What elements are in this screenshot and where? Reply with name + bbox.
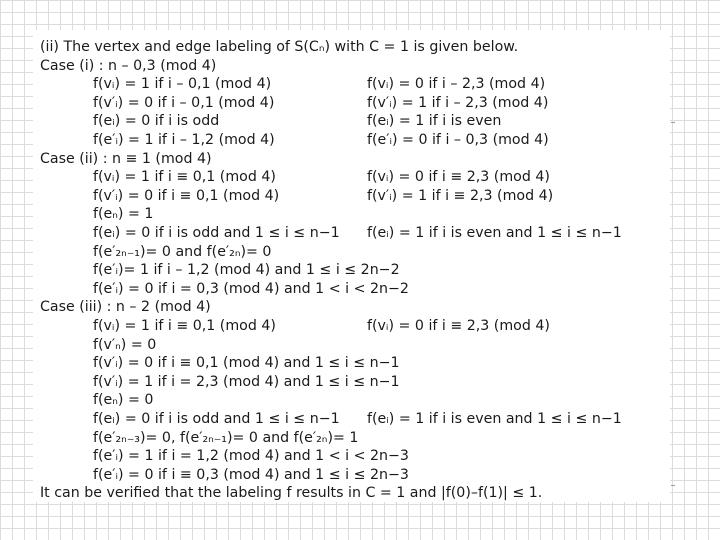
text-segment: f(vᵢ) = 0 if i – 2,3 (mod 4) <box>367 76 546 93</box>
text-segment: f(eᵢ) = 0 if i is odd <box>93 113 220 130</box>
text-line <box>33 57 670 75</box>
text-segment: f(e′ᵢ) = 0 if i ≡ 0,3 (mod 4) and 1 ≤ i ≤ 2n−3 <box>93 466 409 483</box>
text-segment: f(e′ᵢ) = 1 if i = 1,2 (mod 4) and 1 < i < 2n−3 <box>93 448 409 465</box>
text-line <box>33 280 670 298</box>
text-line <box>33 447 670 465</box>
text-segment: f(vᵢ) = 1 if i ≡ 0,1 (mod 4) <box>93 169 276 186</box>
text-segment: f(v′ᵢ) = 1 if i = 2,3 (mod 4) and 1 ≤ i ≤ n−1 <box>93 373 400 390</box>
text-line <box>33 224 670 242</box>
text-segment: Case (iii) : n – 2 (mod 4) <box>40 299 211 316</box>
text-line <box>33 354 670 372</box>
text-line <box>33 336 670 354</box>
text-segment: f(e′ᵢ) = 0 if i = 0,3 (mod 4) and 1 < i < 2n−2 <box>93 280 409 297</box>
text-line <box>33 484 670 502</box>
text-line <box>33 373 670 391</box>
text-line <box>33 187 670 205</box>
text-segment: f(e′₂ₙ₋₃)= 0, f(e′₂ₙ₋₁)= 0 and f(e′₂ₙ)= 1 <box>93 429 359 446</box>
text-line <box>33 261 670 279</box>
text-segment: f(vᵢ) = 1 if i – 0,1 (mod 4) <box>93 76 272 93</box>
text-segment: f(e′ᵢ) = 0 if i – 0,3 (mod 4) <box>367 132 549 148</box>
text-line <box>33 75 670 93</box>
text-segment: f(vᵢ) = 1 if i ≡ 0,1 (mod 4) <box>93 318 276 334</box>
text-line <box>33 410 670 428</box>
text-segment: f(eᵢ) = 1 if i is even <box>367 113 502 130</box>
text-line <box>33 298 670 316</box>
text-segment: f(e′ᵢ)= 1 if i – 1,2 (mod 4) and 1 ≤ i ≤ 2n−2 <box>93 262 400 279</box>
text-line <box>33 243 670 261</box>
text-segment: f(e′₂ₙ₋₁)= 0 and f(e′₂ₙ)= 0 <box>93 243 272 260</box>
text-segment: f(v′ᵢ) = 1 if i ≡ 2,3 (mod 4) <box>367 187 554 204</box>
text-segment: f(v′ᵢ) = 0 if i ≡ 0,1 (mod 4) <box>93 187 280 204</box>
text-line <box>33 466 670 484</box>
text-segment: It can be verified that the labeling f results in C = 1 and |f(0)–f(1)| ≤ 1. <box>40 485 543 502</box>
text-line <box>33 38 670 56</box>
text-segment: Case (i) : n – 0,3 (mod 4) <box>40 57 217 74</box>
text-segment: f(eᵢ) = 1 if i is even and 1 ≤ i ≤ n−1 <box>367 411 622 427</box>
slide-content <box>33 30 670 502</box>
text-segment: f(vᵢ) = 0 if i ≡ 2,3 (mod 4) <box>367 318 550 334</box>
text-segment: f(eₙ) = 0 <box>93 392 154 409</box>
text-line <box>33 150 670 168</box>
text-segment: f(eᵢ) = 0 if i is odd and 1 ≤ i ≤ n−1 <box>93 225 340 241</box>
text-segment: f(e′ᵢ) = 1 if i – 1,2 (mod 4) <box>93 132 275 148</box>
text-segment: f(eₙ) = 1 <box>93 206 154 223</box>
text-segment: f(v′ᵢ) = 1 if i – 2,3 (mod 4) <box>367 94 549 111</box>
text-segment: f(eᵢ) = 0 if i is odd and 1 ≤ i ≤ n−1 <box>93 411 340 427</box>
text-segment: f(v′ᵢ) = 0 if i – 0,1 (mod 4) <box>93 94 275 111</box>
edge-tick-mark <box>671 122 675 123</box>
text-segment: f(v′ₙ) = 0 <box>93 336 157 353</box>
text-line <box>33 131 670 149</box>
text-segment: f(vᵢ) = 0 if i ≡ 2,3 (mod 4) <box>367 169 550 186</box>
edge-tick-mark <box>671 485 675 486</box>
text-segment: f(v′ᵢ) = 0 if i ≡ 0,1 (mod 4) and 1 ≤ i ≤ n−1 <box>93 355 400 372</box>
text-line <box>33 205 670 223</box>
text-line <box>33 391 670 409</box>
text-line <box>33 112 670 130</box>
text-segment: (ii) The vertex and edge labeling of S(Cₙ) with C = 1 is given below. <box>40 39 519 55</box>
text-line <box>33 94 670 112</box>
text-segment: f(eᵢ) = 1 if i is even and 1 ≤ i ≤ n−1 <box>367 225 622 241</box>
text-line <box>33 429 670 447</box>
text-line <box>33 317 670 335</box>
text-line <box>33 168 670 186</box>
text-segment: Case (ii) : n ≡ 1 (mod 4) <box>40 150 212 167</box>
